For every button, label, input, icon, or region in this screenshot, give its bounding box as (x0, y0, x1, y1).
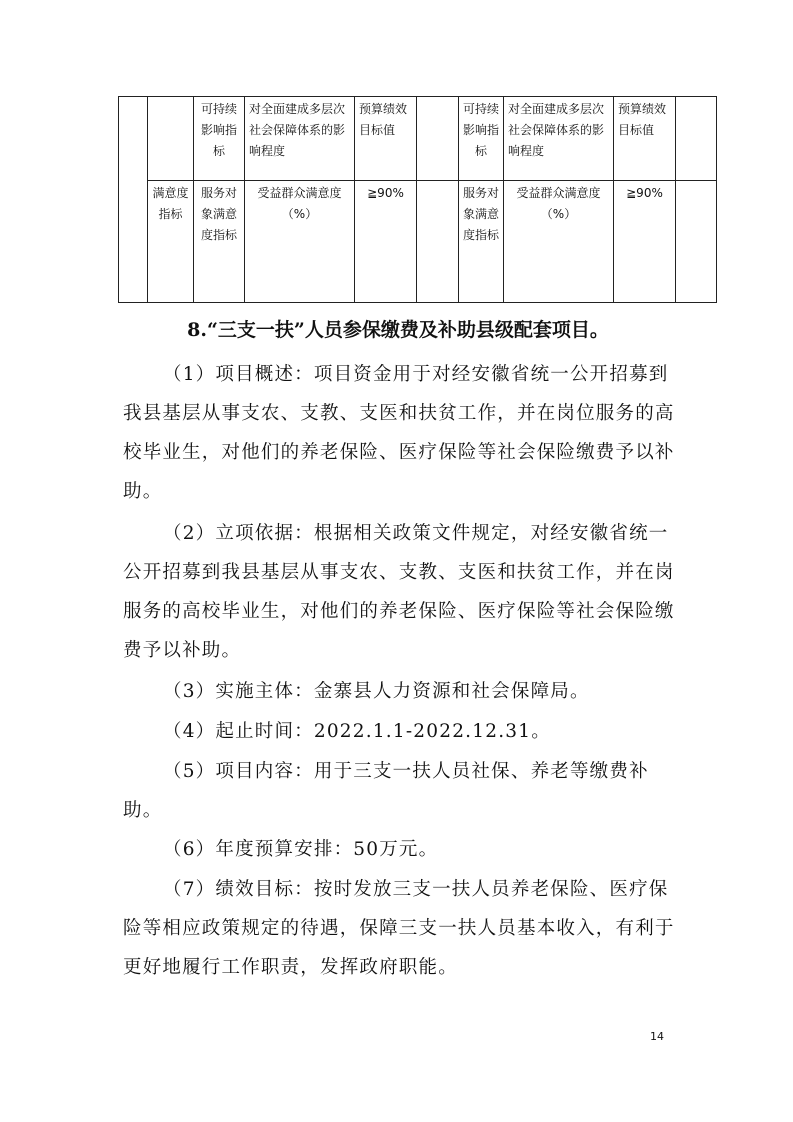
paragraph-goal: （7）绩效目标：按时发放三支一扶人员养老保险、医疗保险等相应政策规定的待遇，保障三支一扶人员基本收入，有利于更好地履行工作职责，发挥政府职能。 (123, 879, 675, 978)
indicator-content-cell: 对全面建成多层次社会保障体系的影响程度 (245, 97, 355, 181)
page-number: 14 (650, 1030, 664, 1043)
table-cell-empty (417, 181, 459, 303)
table-cell-empty (676, 97, 717, 181)
indicator-category-cell: 满意度指标 (148, 181, 194, 303)
table-row (119, 97, 717, 181)
table-cell-empty (676, 181, 717, 303)
indicator-name-cell: 可持续影响指标 (194, 97, 245, 181)
paragraph-budget: （6）年度预算安排：50万元。 (163, 839, 439, 860)
indicator-name-cell: 服务对象满意度指标 (194, 181, 245, 303)
target-label-cell: 预算绩效目标值 (614, 97, 676, 181)
performance-table (118, 96, 717, 303)
paragraph-content: （5）项目内容：用于三支一扶人员社保、养老等缴费补助。 (123, 761, 649, 821)
paragraph-basis: （2）立项依据：根据相关政策文件规定，对经安徽省统一公开招募到我县基层从事支农、支教、支医和扶贫工作，并在岗服务的高校毕业生，对他们的养老保险、医疗保险等社会保险缴费予以补助。 (123, 523, 675, 661)
indicator-content-cell: 受益群众满意度（%） (504, 181, 614, 303)
indicator-name-cell: 服务对象满意度指标 (459, 181, 504, 303)
indicator-content-cell: 受益群众满意度（%） (245, 181, 355, 303)
target-label-cell: 预算绩效目标值 (355, 97, 417, 181)
indicator-name-cell: 可持续影响指标 (459, 97, 504, 181)
table-cell-empty (417, 97, 459, 181)
paragraph-subject: （3）实施主体：金寨县人力资源和社会保障局。 (163, 681, 590, 702)
table-cell-empty (119, 97, 148, 303)
indicator-content-cell: 对全面建成多层次社会保障体系的影响程度 (504, 97, 614, 181)
section-heading: 8.“三支一扶”人员参保缴费及补助县级配套项目。 (187, 319, 609, 341)
table-row (119, 181, 717, 303)
target-value-cell: ≧90% (355, 181, 417, 303)
target-value-cell: ≧90% (614, 181, 676, 303)
table-cell-empty (148, 97, 194, 181)
paragraph-overview: （1）项目概述：项目资金用于对经安徽省统一公开招募到我县基层从事支农、支教、支医和扶贫工作，并在岗位服务的高校毕业生，对他们的养老保险、医疗保险等社会保险缴费予以补助。 (123, 364, 675, 502)
paragraph-period: （4）起止时间：2022.1.1-2022.12.31。 (163, 721, 551, 742)
